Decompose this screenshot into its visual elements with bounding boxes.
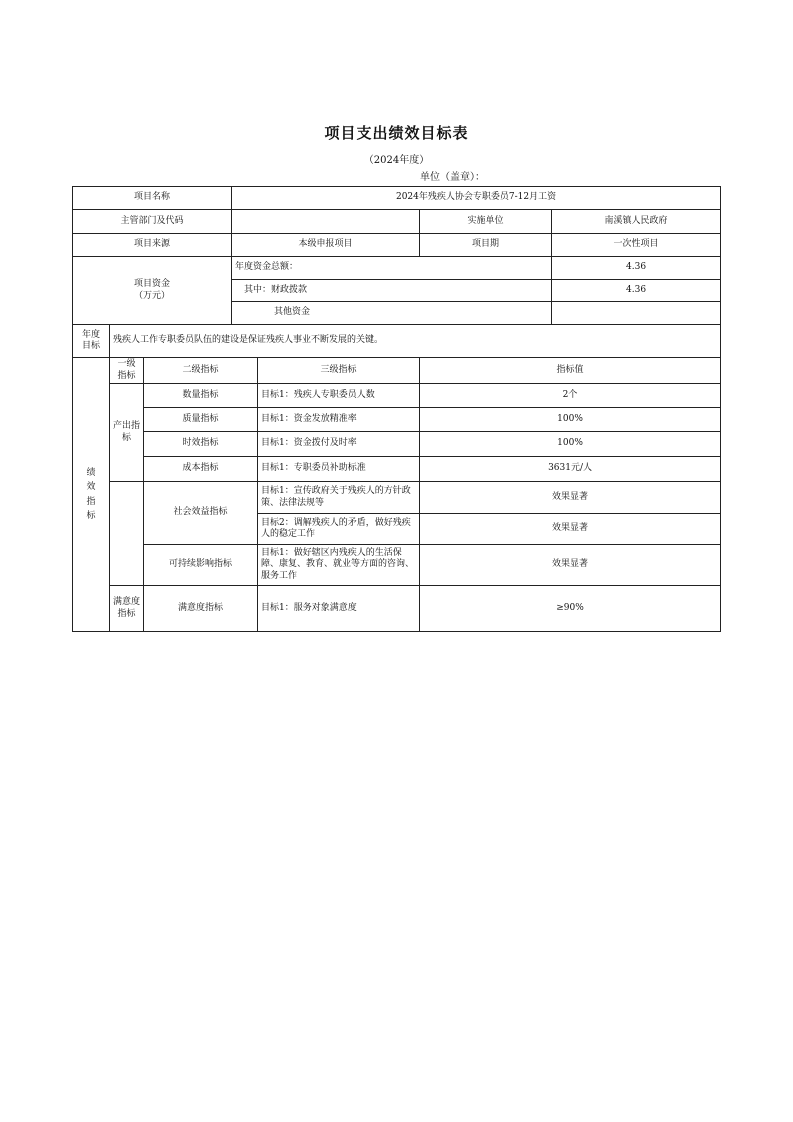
table-row xyxy=(73,384,721,408)
social-benefit-label: 社会效益指标 xyxy=(144,482,258,545)
annual-goal-label xyxy=(73,325,110,358)
level3-cell: 目标1：资金发放精准率 xyxy=(258,408,420,432)
unit-seal-label: 单位（盖章）： xyxy=(420,172,485,183)
sustainable-impact-label: 可持续影响指标 xyxy=(144,545,258,586)
performance-label-char: 绩 xyxy=(86,467,96,478)
funds-label xyxy=(73,257,232,325)
table-row xyxy=(73,482,721,514)
level3-cell: 目标1：残疾人专职委员人数 xyxy=(258,384,420,408)
impl-unit-label: 实施单位 xyxy=(420,210,552,234)
table-row xyxy=(73,457,721,482)
value-cell: 2个 xyxy=(420,384,721,408)
row-fund-total xyxy=(73,257,721,280)
row-dept xyxy=(73,210,721,234)
level3-cell: 目标1：做好辖区内残疾人的生活保障、康复、教育、就业等方面的咨询、服务工作 xyxy=(258,545,420,586)
annual-goal-text: 残疾人工作专职委员队伍的建设是保证残疾人事业不断发展的关键。 xyxy=(110,325,721,358)
header-level1 xyxy=(110,358,144,384)
output-indicator-label xyxy=(110,384,144,482)
level3-cell: 目标1：资金拨付及时率 xyxy=(258,432,420,457)
period-label: 项目期 xyxy=(420,234,552,257)
document-title: 项目支出绩效目标表 xyxy=(324,124,469,142)
fund-other-value xyxy=(552,302,721,325)
level3-cell: 目标1：专职委员补助标准 xyxy=(258,457,420,482)
fund-fiscal-value: 4.36 xyxy=(552,280,721,302)
performance-target-table xyxy=(72,186,721,632)
dept-value xyxy=(232,210,420,234)
row-project-name xyxy=(73,187,721,210)
header-level2: 二级指标 xyxy=(144,358,258,384)
output-label-line2: 标 xyxy=(121,432,131,443)
performance-label-char: 标 xyxy=(86,510,96,521)
level2-cell: 满意度指标 xyxy=(144,586,258,632)
performance-label-char: 指 xyxy=(86,496,96,507)
effect-indicator-label xyxy=(110,482,144,586)
period-value: 一次性项目 xyxy=(552,234,721,257)
level3-cell: 目标1：服务对象满意度 xyxy=(258,586,420,632)
level2-cell: 质量指标 xyxy=(144,408,258,432)
table-row xyxy=(73,408,721,432)
dept-label: 主管部门及代码 xyxy=(73,210,232,234)
table-row xyxy=(73,432,721,457)
value-cell: 100% xyxy=(420,408,721,432)
source-label: 项目来源 xyxy=(73,234,232,257)
fund-total-label: 年度资金总额： xyxy=(232,257,552,280)
value-cell: 100% xyxy=(420,432,721,457)
output-label-line1: 产出指 xyxy=(113,421,141,432)
level2-cell: 成本指标 xyxy=(144,457,258,482)
annual-goal-label-line1: 年度 xyxy=(81,329,100,340)
level2-cell: 数量指标 xyxy=(144,384,258,408)
level3-cell: 目标1：宣传政府关于残疾人的方针政策、法律法规等 xyxy=(258,482,420,514)
row-annual-goal xyxy=(73,325,721,358)
funds-label-line2: （万元） xyxy=(134,290,171,301)
value-cell: 效果显著 xyxy=(420,514,721,545)
row-source xyxy=(73,234,721,257)
document-year: （2024年度） xyxy=(363,155,430,166)
value-cell: 3631元/人 xyxy=(420,457,721,482)
value-cell: ≥90% xyxy=(420,586,721,632)
row-indicator-header xyxy=(73,358,721,384)
fund-total-value: 4.36 xyxy=(552,257,721,280)
level3-cell: 目标2：调解残疾人的矛盾，做好残疾人的稳定工作 xyxy=(258,514,420,545)
table-row xyxy=(73,545,721,586)
header-level3: 三级指标 xyxy=(258,358,420,384)
performance-label-char: 效 xyxy=(86,482,96,493)
fund-other-label: 其他资金 xyxy=(232,302,552,325)
annual-goal-label-line2: 目标 xyxy=(81,341,100,351)
satisfaction-label-line2: 指标 xyxy=(117,608,136,619)
level2-cell: 时效指标 xyxy=(144,432,258,457)
value-cell: 效果显著 xyxy=(420,545,721,586)
project-name-label: 项目名称 xyxy=(73,187,232,210)
fund-fiscal-label: 其中：财政拨款 xyxy=(232,280,552,302)
satisfaction-indicator-label xyxy=(110,586,144,632)
header-level1-line2: 指标 xyxy=(117,370,136,381)
source-value: 本级申报项目 xyxy=(232,234,420,257)
impl-unit-value: 南溪镇人民政府 xyxy=(552,210,721,234)
header-value: 指标值 xyxy=(420,358,721,384)
value-cell: 效果显著 xyxy=(420,482,721,514)
table-row xyxy=(73,586,721,632)
satisfaction-label-line1: 满意度 xyxy=(113,597,141,608)
header-level1-line1: 一级 xyxy=(117,359,136,370)
performance-label xyxy=(73,358,110,632)
project-name-value: 2024年残疾人协会专职委员7-12月工资 xyxy=(232,187,721,210)
funds-label-line1: 项目资金 xyxy=(134,279,171,290)
